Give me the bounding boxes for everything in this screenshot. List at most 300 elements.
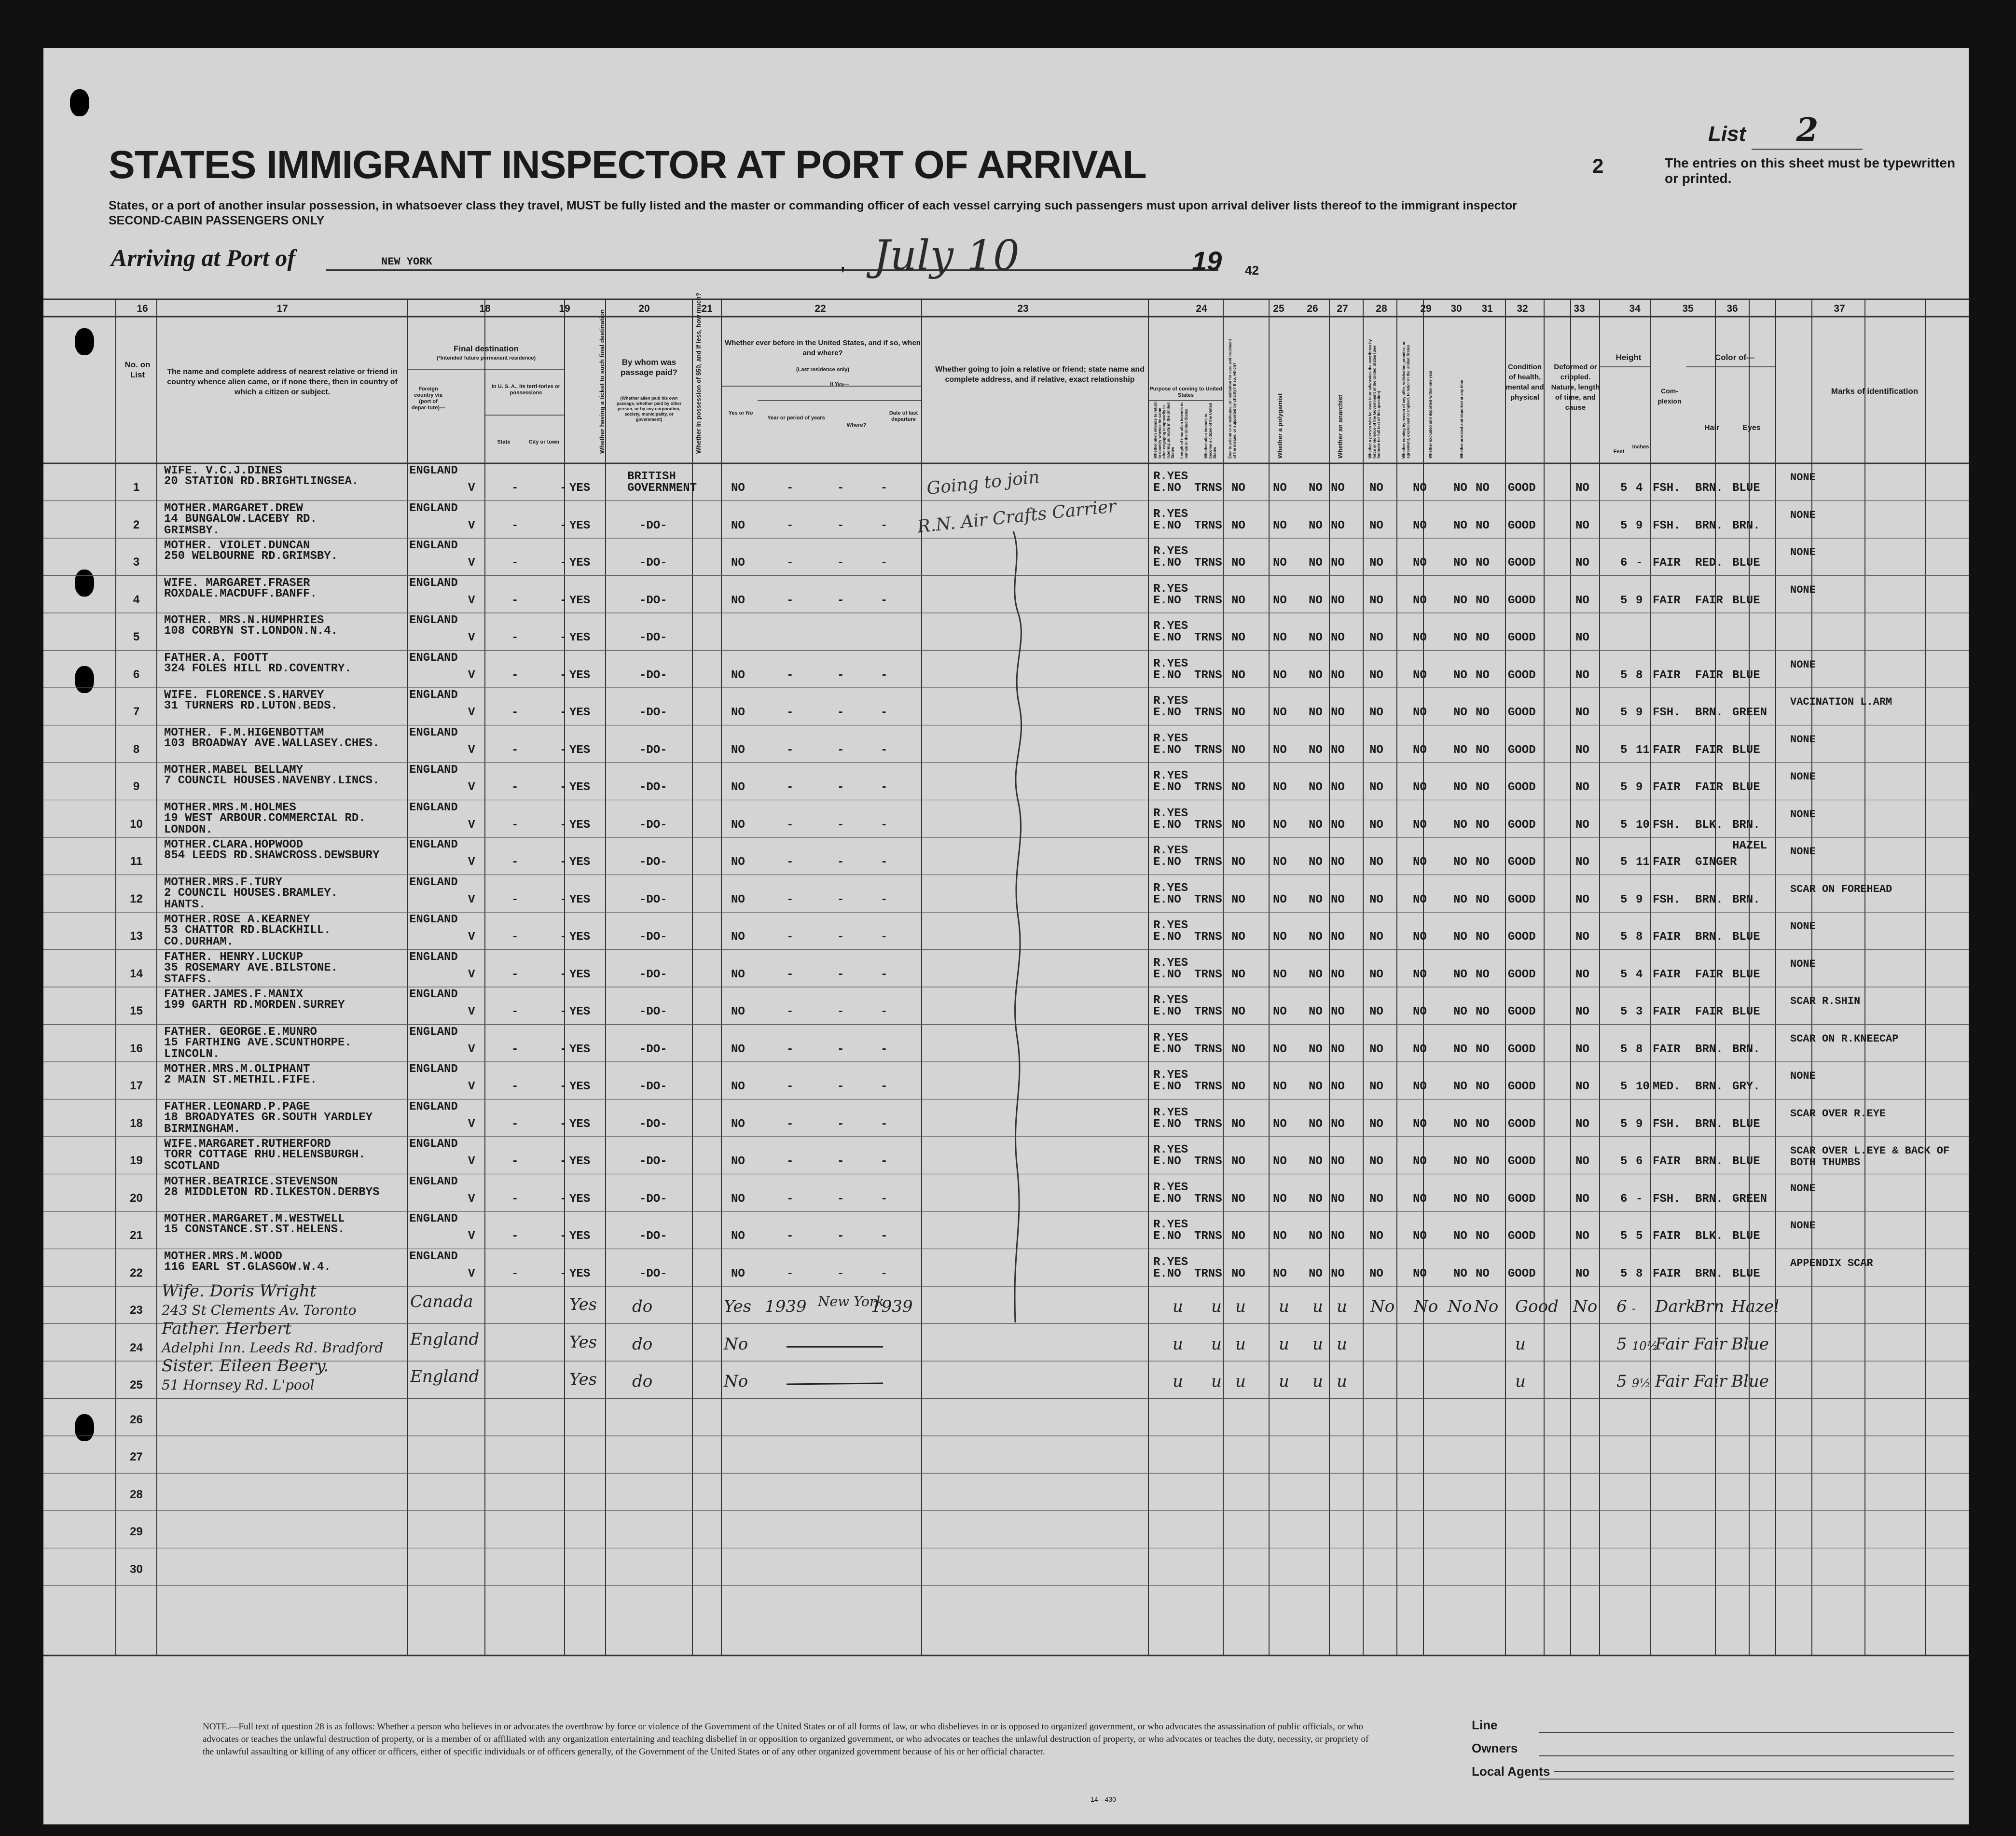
purpose-citizen: NO — [1231, 1080, 1245, 1093]
passage-paid-1: -DO- — [639, 1230, 667, 1243]
height-inches: 9 — [1636, 594, 1643, 607]
header-purpose-b: Length of time alien intends to remain in the United States — [1180, 403, 1188, 459]
anarchist-value: NO — [1331, 818, 1345, 832]
deformed-value: NO — [1575, 931, 1589, 944]
row-number: 18 — [130, 1116, 143, 1130]
purpose-return-2: E.NO — [1153, 781, 1181, 794]
column-number: 29 — [1420, 303, 1432, 314]
health-value: GOOD — [1508, 743, 1536, 757]
ditto-mark: u — [1235, 1334, 1246, 1354]
q31-value: NO — [1476, 1192, 1490, 1206]
destination-country: ENGLAND — [409, 801, 458, 814]
passage-paid-1: -DO- — [639, 893, 667, 906]
relative-line-2: 28 MIDDLETON RD.ILKESTON.DERBYS — [164, 1185, 380, 1199]
health-value: u — [1515, 1372, 1526, 1391]
relative-line-1: WIFE.MARGARET.RUTHERFORD — [164, 1138, 331, 1151]
destination-city: - — [560, 1192, 567, 1206]
header-height: Height — [1616, 353, 1642, 362]
destination-state: - — [511, 743, 519, 757]
height-feet: 5 — [1616, 1372, 1627, 1391]
destination-city: - — [560, 781, 567, 794]
row-number: 8 — [133, 742, 140, 756]
passage-paid-1: -DO- — [639, 781, 667, 794]
ticket-value: YES — [569, 519, 591, 532]
hair-value: FAIR — [1695, 968, 1723, 981]
relative-line-2: 243 St Clements Av. Toronto — [162, 1302, 357, 1318]
q28-value: NO — [1369, 856, 1383, 869]
relative-line-3: BIRMINGHAM. — [164, 1122, 241, 1136]
purpose-return: R.YES — [1153, 695, 1188, 708]
destination-country: ENGLAND — [409, 913, 458, 926]
prison-value: NO — [1273, 1080, 1287, 1093]
purpose-citizen: NO — [1231, 818, 1245, 832]
relative-line-1: MOTHER.MARGARET.M.WESTWELL — [164, 1212, 345, 1225]
ticket-value: YES — [569, 856, 591, 869]
q28-value: NO — [1369, 893, 1383, 906]
purpose-citizen: NO — [1231, 556, 1245, 570]
header-possession-50: Whether in possession of $50, and if less, how much? — [695, 292, 702, 454]
before-us: NO — [731, 781, 745, 794]
row-number: 16 — [130, 1042, 143, 1055]
complexion-value: FAIR — [1653, 931, 1681, 944]
polygamist-value: NO — [1309, 743, 1323, 757]
row-number: 11 — [130, 855, 143, 868]
row-number: 21 — [130, 1229, 143, 1242]
relative-line-1: Wife. Doris Wright — [162, 1281, 317, 1301]
destination-city: - — [560, 1230, 567, 1243]
complexion-value: FSH. — [1653, 1117, 1681, 1131]
destination-via: V — [468, 1192, 475, 1206]
deformed-value: NO — [1575, 556, 1589, 570]
q29-value: NO — [1413, 1230, 1427, 1243]
ticket-value: YES — [569, 818, 591, 832]
purpose-return: R.YES — [1153, 919, 1188, 932]
destination-via: V — [468, 668, 475, 682]
prison-value: NO — [1273, 482, 1287, 495]
q30-value: NO — [1453, 482, 1467, 495]
height-inches: - — [1632, 1302, 1636, 1315]
relative-line-3: HANTS. — [164, 898, 206, 911]
before-where: - — [837, 818, 844, 832]
height-inches: 9 — [1636, 781, 1643, 794]
q31-value: NO — [1476, 631, 1490, 644]
deformed-value: NO — [1575, 1043, 1589, 1056]
q28-value: NO — [1369, 1267, 1383, 1280]
anarchist-value: NO — [1331, 1155, 1345, 1168]
marks-value: NONE — [1790, 509, 1816, 521]
anarchist-value: NO — [1331, 856, 1345, 869]
destination-city: - — [560, 1267, 567, 1280]
port-name: NEW YORK — [381, 256, 432, 268]
row-number: 24 — [130, 1341, 143, 1354]
q29-value: NO — [1413, 1267, 1427, 1280]
header-health: Condition of health, mental and physical — [1505, 363, 1544, 402]
relative-line-2: 18 BROADYATES GR.SOUTH YARDLEY — [164, 1111, 373, 1124]
q31-value: NO — [1476, 668, 1490, 682]
ditto-mark: u — [1235, 1297, 1246, 1316]
before-us: NO — [731, 1005, 745, 1018]
relative-line-1: Sister. Eileen Beery. — [162, 1356, 329, 1376]
hair-value: BRN. — [1695, 931, 1723, 944]
q29-value: NO — [1413, 856, 1427, 869]
hair-value: BLK. — [1695, 1230, 1723, 1243]
height-feet: 5 — [1620, 1080, 1628, 1093]
purpose-return: R.YES — [1153, 769, 1188, 782]
q29-value: NO — [1413, 556, 1427, 570]
before-us: NO — [731, 1155, 745, 1168]
row-number: 23 — [130, 1304, 143, 1317]
deformed-value: NO — [1575, 1192, 1589, 1206]
anarchist-value: NO — [1331, 706, 1345, 719]
purpose-citizen: NO — [1231, 1005, 1245, 1018]
purpose-return: R.YES — [1153, 807, 1188, 820]
purpose-return: R.YES — [1153, 1181, 1188, 1194]
relative-line-2: 20 STATION RD.BRIGHTLINGSEA. — [164, 475, 359, 488]
polygamist-value: NO — [1309, 893, 1323, 906]
height-inches: - — [1636, 556, 1643, 570]
hair-value: Fair — [1694, 1372, 1727, 1391]
column-number: 36 — [1726, 303, 1738, 314]
before-where: - — [837, 1080, 844, 1093]
passage-paid-1: -DO- — [639, 1080, 667, 1093]
relative-line-1: MOTHER.MRS.M.WOOD — [164, 1250, 282, 1263]
health-value: GOOD — [1508, 1267, 1536, 1280]
before-year: - — [787, 931, 794, 944]
polygamist-value: NO — [1309, 1230, 1323, 1243]
row-number: 30 — [130, 1562, 143, 1576]
before-date: - — [881, 856, 888, 869]
prison-value: NO — [1273, 743, 1287, 757]
q31-value: NO — [1476, 706, 1490, 719]
destination-state: - — [511, 519, 519, 532]
marks-value: SCAR OVER L.EYE & BACK OF BOTH THUMBS — [1790, 1145, 1950, 1168]
row-number: 25 — [130, 1378, 143, 1391]
destination-country: ENGLAND — [409, 838, 458, 851]
height-feet: 5 — [1620, 931, 1628, 944]
destination-via: V — [468, 594, 475, 607]
ticket-value: YES — [569, 482, 591, 495]
row-number: 6 — [133, 668, 140, 681]
prison-value: NO — [1273, 594, 1287, 607]
passage-paid: do — [632, 1297, 653, 1316]
height-feet: 5 — [1620, 706, 1628, 719]
q30-value: No — [1448, 1297, 1472, 1316]
header-before-us: Whether ever before in the United States, and if so, when and where? — [725, 339, 921, 357]
row-number: 19 — [130, 1154, 143, 1167]
relative-line-1: MOTHER.MARGARET.DREW — [164, 501, 304, 515]
bottom-label: Owners — [1472, 1741, 1518, 1755]
relative-line-2: 2 COUNCIL HOUSES.BRAMLEY. — [164, 886, 338, 900]
before-date: - — [881, 1117, 888, 1131]
row-number: 20 — [130, 1191, 143, 1205]
row-number: 14 — [130, 967, 143, 980]
height-feet: 5 — [1620, 519, 1628, 532]
height-feet: 5 — [1620, 1155, 1628, 1168]
q30-value: NO — [1453, 856, 1467, 869]
destination-country: ENGLAND — [409, 689, 458, 702]
destination-city: - — [560, 893, 567, 906]
relative-line-2: 15 CONSTANCE.ST.ST.HELENS. — [164, 1223, 345, 1236]
destination-city: - — [560, 556, 567, 570]
before-where: - — [837, 743, 844, 757]
before-year: - — [787, 556, 794, 570]
marks-value: VACINATION L.ARM — [1790, 696, 1892, 708]
header-yes-no: Yes or No — [728, 410, 753, 416]
header-text: States, or a port of another insular possession, in whatsoever class they travel, MUST be fully listed and the master or commanding officer of each vessel carrying such passengers must upon arrival deliver lists thereof to the immigrant inspector — [109, 199, 1517, 212]
passage-paid: do — [632, 1334, 653, 1354]
relative-line-2: 14 BUNGALOW.LACEBY RD. — [164, 512, 317, 526]
destination-country: ENGLAND — [409, 1025, 458, 1039]
relative-line-2: TORR COTTAGE RHU.HELENSBURGH. — [164, 1148, 366, 1161]
before-us: NO — [731, 856, 745, 869]
deformed-value: NO — [1575, 893, 1589, 906]
before-year: - — [787, 482, 794, 495]
anarchist-value: NO — [1331, 1005, 1345, 1018]
q30-value: NO — [1453, 1043, 1467, 1056]
eyes-value: BRN. — [1732, 893, 1760, 906]
destination-state: - — [511, 1155, 519, 1168]
row-number: 3 — [133, 556, 140, 569]
eyes-value: BLUE — [1732, 1267, 1760, 1280]
height-inches: 4 — [1636, 482, 1643, 495]
header-where: Where? — [846, 422, 867, 428]
ticket-value: YES — [569, 743, 591, 757]
ticket-value: YES — [569, 1192, 591, 1206]
marks-value: SCAR OVER R.EYE — [1790, 1107, 1886, 1120]
hair-value: BRN. — [1695, 1192, 1723, 1206]
relative-line-2: 7 COUNCIL HOUSES.NAVENBY.LINCS. — [164, 774, 380, 787]
q30-value: NO — [1453, 1005, 1467, 1018]
complexion-value: FAIR — [1653, 968, 1681, 981]
hair-value: BRN. — [1695, 519, 1723, 532]
q31-value: NO — [1476, 1230, 1490, 1243]
complexion-value: FAIR — [1653, 1043, 1681, 1056]
row-number: 10 — [130, 817, 143, 831]
purpose-return: R.YES — [1153, 732, 1188, 745]
anarchist-value: NO — [1331, 482, 1345, 495]
before-us: NO — [731, 556, 745, 570]
prison-value: NO — [1273, 1230, 1287, 1243]
relative-line-1: MOTHER.CLARA.HOPWOOD — [164, 838, 304, 851]
header-final-destination: Final destination — [453, 344, 519, 353]
ticket-value: YES — [569, 706, 591, 719]
deformed-value: NO — [1575, 668, 1589, 682]
complexion-value: FAIR — [1653, 856, 1681, 869]
before-us: NO — [731, 743, 745, 757]
q29-value: NO — [1413, 781, 1427, 794]
height-inches: 10 — [1636, 1080, 1650, 1093]
destination-city: - — [560, 968, 567, 981]
header-inches: Inches — [1632, 444, 1649, 450]
ditto-mark: u — [1337, 1297, 1347, 1316]
passage-paid-1: -DO- — [639, 818, 667, 832]
purpose-return-2: E.NO — [1153, 856, 1181, 869]
column-number: 31 — [1481, 303, 1493, 314]
year-suffix: 42 — [1245, 263, 1259, 278]
q28-value: NO — [1369, 818, 1383, 832]
before-year: - — [787, 856, 794, 869]
before-us: No — [724, 1372, 748, 1391]
eyes-value: BLUE — [1732, 781, 1760, 794]
purpose-citizen: NO — [1231, 519, 1245, 532]
health-value: GOOD — [1508, 818, 1536, 832]
q30-value: NO — [1453, 1117, 1467, 1131]
header-date-last: Date of last departure — [889, 410, 918, 422]
before-us: NO — [731, 968, 745, 981]
q31-value: NO — [1476, 556, 1490, 570]
before-date: - — [881, 1005, 888, 1018]
arriving-label: Arriving at Port of — [111, 244, 295, 271]
before-date: - — [881, 1043, 888, 1056]
before-where: - — [837, 482, 844, 495]
height-feet: 5 — [1620, 818, 1628, 832]
arrival-date: July 10 — [873, 232, 1020, 280]
eyes-value: GREEN — [1732, 1192, 1767, 1206]
column-number: 22 — [815, 303, 826, 314]
before-date: - — [881, 519, 888, 532]
purpose-return: R.YES — [1153, 620, 1188, 633]
destination-country: ENGLAND — [409, 1100, 458, 1113]
q29-value: NO — [1413, 931, 1427, 944]
eyes-value: HAZEL — [1732, 839, 1767, 852]
purpose-return: R.YES — [1153, 1069, 1188, 1082]
q29-value: NO — [1413, 1117, 1427, 1131]
destination-via: V — [468, 1080, 475, 1093]
ticket-value: YES — [569, 1005, 591, 1018]
complexion-value: MED. — [1653, 1080, 1681, 1093]
health-value: GOOD — [1508, 482, 1536, 495]
before-year: - — [787, 1230, 794, 1243]
purpose-return: R.YES — [1153, 881, 1188, 895]
height-inches: 9 — [1636, 519, 1643, 532]
purpose-citizen: NO — [1231, 631, 1245, 644]
anarchist-value: NO — [1331, 781, 1345, 794]
complexion-value: FSH. — [1653, 706, 1681, 719]
column-number: 21 — [701, 303, 713, 314]
marks-value: NONE — [1790, 658, 1816, 671]
deformed-value: NO — [1575, 594, 1589, 607]
destination-city: - — [560, 818, 567, 832]
relative-line-2: Adelphi Inn. Leeds Rd. Bradford — [162, 1339, 384, 1356]
q29-value: NO — [1413, 706, 1427, 719]
row-number: 15 — [130, 1004, 143, 1017]
complexion-value: Dark — [1655, 1297, 1696, 1316]
marks-value: SCAR ON FOREHEAD — [1790, 883, 1892, 895]
passage-paid: do — [632, 1372, 653, 1391]
before-year: - — [787, 893, 794, 906]
polygamist-value: NO — [1309, 519, 1323, 532]
destination-state: - — [511, 931, 519, 944]
before-where: - — [837, 594, 844, 607]
q31-value: NO — [1476, 1005, 1490, 1018]
before-year: - — [787, 1117, 794, 1131]
q30-value: NO — [1453, 556, 1467, 570]
purpose-return-2: E.NO — [1153, 594, 1181, 607]
purpose-return-2: E.NO — [1153, 1043, 1181, 1056]
polygamist-value: NO — [1309, 668, 1323, 682]
eyes-value: BLUE — [1732, 1230, 1760, 1243]
q30-value: NO — [1453, 706, 1467, 719]
height-inches: 5 — [1636, 1230, 1643, 1243]
q30-value: NO — [1453, 931, 1467, 944]
before-date: - — [881, 482, 888, 495]
relative-line-2: 19 WEST ARBOUR.COMMERCIAL RD. — [164, 811, 366, 825]
header-purpose: Purpose of coming to United States — [1149, 386, 1222, 398]
before-date: - — [881, 594, 888, 607]
purpose-length: TRNS — [1194, 1117, 1222, 1131]
header-feet: Feet — [1613, 449, 1625, 455]
header-complexion: Com-plexion — [1657, 387, 1682, 405]
q30-value: NO — [1453, 668, 1467, 682]
relative-line-1: FATHER.LEONARD.P.PAGE — [164, 1100, 310, 1113]
relative-line-2: 108 CORBYN ST.LONDON.N.4. — [164, 625, 338, 638]
column-number: 35 — [1682, 303, 1694, 314]
height-inches: 10½ — [1632, 1339, 1658, 1353]
header-purpose-c: Whether alien intends to become a citizen of the United States — [1204, 403, 1217, 459]
q28-value: NO — [1369, 668, 1383, 682]
ticket-value: YES — [569, 931, 591, 944]
header-deformed: Deformed or crippled. Nature, length of time, and cause — [1551, 363, 1600, 412]
purpose-return: R.YES — [1153, 1255, 1188, 1269]
destination-city: - — [560, 706, 567, 719]
before-date: - — [881, 1267, 888, 1280]
purpose-citizen: NO — [1231, 931, 1245, 944]
purpose-citizen: NO — [1231, 1155, 1245, 1168]
header-no-on-list: No. on List — [124, 360, 151, 379]
ticket-value: YES — [569, 631, 591, 644]
before-us: NO — [731, 706, 745, 719]
purpose-length: TRNS — [1194, 781, 1222, 794]
purpose-return-2: E.NO — [1153, 1117, 1181, 1131]
destination-country: ENGLAND — [409, 651, 458, 665]
q29-value: NO — [1413, 482, 1427, 495]
health-value: GOOD — [1508, 556, 1536, 570]
eyes-value: GRY. — [1732, 1080, 1760, 1093]
row-number: 13 — [130, 930, 143, 943]
purpose-length: TRNS — [1194, 743, 1222, 757]
passage-paid-1: -DO- — [639, 856, 667, 869]
before-year: - — [787, 968, 794, 981]
destination-country: ENGLAND — [409, 1250, 458, 1263]
marks-value: NONE — [1790, 846, 1816, 858]
before-year: - — [787, 594, 794, 607]
typewritten-note: The entries on this sheet must be typewritten or printed. — [1665, 155, 1956, 186]
eyes-value: BLUE — [1732, 968, 1760, 981]
purpose-length: TRNS — [1194, 631, 1222, 644]
health-value: GOOD — [1508, 856, 1536, 869]
purpose-return-2: E.NO — [1153, 1192, 1181, 1206]
passage-paid-1: -DO- — [639, 1267, 667, 1280]
class-line: SECOND-CABIN PASSENGERS ONLY — [109, 214, 325, 227]
destination-country: ENGLAND — [409, 501, 458, 515]
anarchist-value: NO — [1331, 668, 1345, 682]
relative-line-1: MOTHER. VIOLET.DUNCAN — [164, 539, 310, 552]
before-us: NO — [731, 1230, 745, 1243]
eyes-value: BLUE — [1732, 668, 1760, 682]
deformed-value: NO — [1575, 1117, 1589, 1131]
header-overthrow: Whether a person who believes in or advocates the overthrow by force or violence of the Government of the United States (See footnote for full text of this question) — [1368, 339, 1381, 459]
hair-value: BRN. — [1695, 1080, 1723, 1093]
relative-line-2: 116 EARL ST.GLASGOW.W.4. — [164, 1260, 331, 1274]
relative-line-2: 31 TURNERS RD.LUTON.BEDS. — [164, 699, 338, 712]
destination-city: - — [560, 743, 567, 757]
height-feet: 6 — [1620, 1192, 1628, 1206]
header-passage: By whom was passage paid? — [620, 358, 678, 377]
deformed-value: NO — [1575, 1005, 1589, 1018]
passage-paid-1: -DO- — [639, 1043, 667, 1056]
passage-paid-1: -DO- — [639, 519, 667, 532]
anarchist-value: NO — [1331, 1080, 1345, 1093]
